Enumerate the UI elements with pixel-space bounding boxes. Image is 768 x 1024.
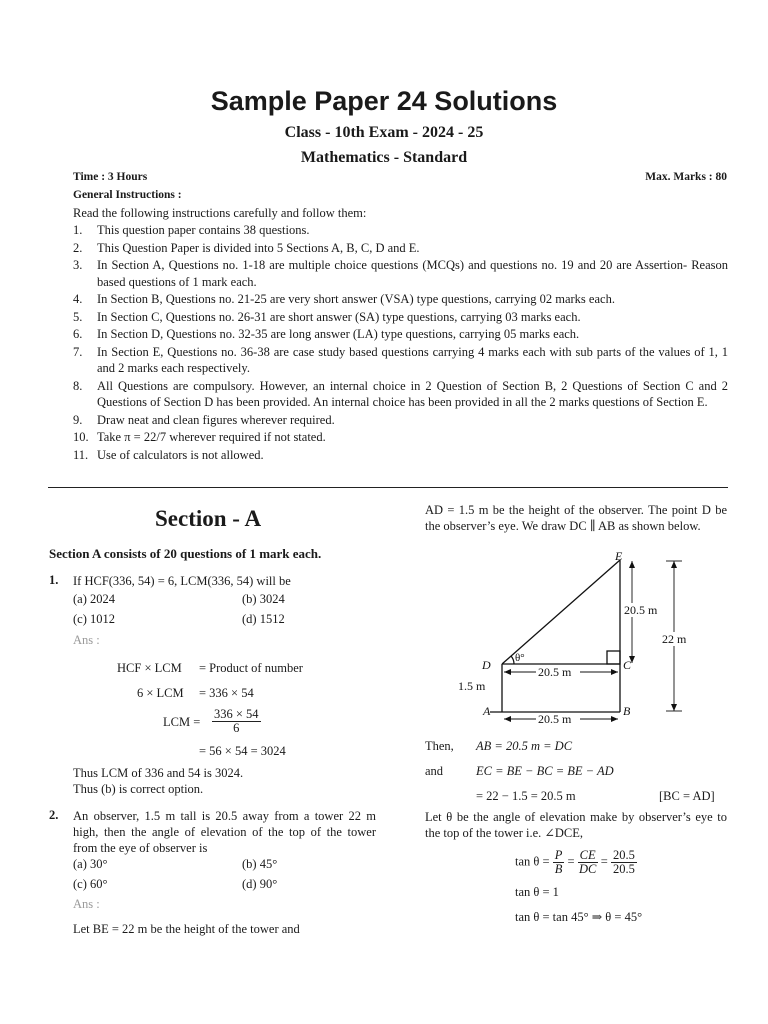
point-d-label: D [482,658,491,672]
instruction-item [73,291,728,308]
theta-label: θ° [515,652,525,664]
fraction-box [578,849,598,876]
section-title: Section - A [155,506,262,531]
fraction-denominator: 6 [233,721,240,735]
conclusion: Thus LCM of 336 and 54 is 3024. [73,766,244,780]
option-d: (d) 90° [242,877,278,891]
instructions-list [73,222,728,464]
instruction-text: Use of calculators is not allowed. [97,447,264,462]
arrowhead [611,669,618,675]
instruction-item [73,257,728,290]
section-description: Section A consists of 20 questions of 1 mark each. [49,546,322,561]
subject-line: Mathematics - Standard [300,149,468,166]
instruction-item [73,240,728,257]
class-line: Class - 10th Exam - 2024 - 25 [284,124,484,141]
option-b: (b) 45° [242,857,278,871]
option-c: (c) 1012 [73,612,115,626]
equation-note: [BC = AD] [659,789,715,803]
fraction-denominator: 20.5 [612,862,635,876]
equation-rhs: = Product of number [199,661,303,675]
arrowhead [504,669,511,675]
instruction-number: 3. [73,258,83,272]
instruction-text: Draw neat and clean figures wherever required. [97,412,335,427]
fraction-numerator: CE [579,848,596,862]
right-angle-marker [607,651,620,664]
max-marks-label: Max. Marks : 80 [645,171,727,183]
option-a: (a) 30° [73,857,108,871]
instruction-item [73,447,728,464]
arrowhead [671,561,677,568]
question-number: 2. [49,808,59,822]
equation-rhs: = 56 × 54 = 3024 [199,744,286,758]
equation-lhs: HCF × LCM [117,661,182,675]
instruction-item [73,222,728,239]
arrowhead [611,716,618,722]
point-b-label: B [623,704,631,718]
dc-length-label: 20.5 m [538,665,572,679]
instruction-text: This Question Paper is divided into 5 Sections A, B, C, D and E. [97,240,420,255]
tan-equation: tan θ = 1 [515,885,559,899]
ab-length-label: 20.5 m [538,712,572,726]
arrowhead [629,561,635,568]
question-text: If HCF(336, 54) = 6, LCM(336, 54) will be [73,574,291,588]
fraction-box [553,849,565,876]
instruction-number: 6. [73,327,83,341]
instruction-text: In Section E, Questions no. 36-38 are case study based questions carrying 4 marks each with sub parts of the values of 1, 1 and 2 marks each respectively. [97,344,728,375]
and-label: and [425,764,444,778]
section-divider [48,487,728,488]
instruction-item [73,326,728,343]
instruction-number: 11. [73,447,89,462]
fraction-denominator: DC [578,862,597,876]
instruction-item [73,412,728,429]
tan-lhs: tan θ = [515,854,550,869]
be-length-label: 22 m [662,632,687,646]
time-label: Time : 3 Hours [73,171,148,183]
angle-arc [511,656,514,664]
instruction-number: 7. [73,344,83,359]
answer-label: Ans : [73,633,100,647]
fraction [212,708,261,735]
solution-text: Let θ be the angle of elevation make by observer’s eye to the top of the tower i.e. ∠DCE, [425,810,727,840]
ad-length-label: 1.5 m [458,679,486,693]
instruction-text: In Section C, Questions no. 26-31 are short answer (SA) type questions, carrying 03 marks each. [97,309,581,324]
solution-continued: AD = 1.5 m be the height of the observer. The point D be the observer’s eye. We draw DC ∥ AB as shown below. [425,503,727,533]
tan-equation: tan θ = tan 45° ⇒ θ = 45° [515,910,643,924]
answer-label: Ans : [73,897,100,911]
equation: EC = BE − BC = BE − AD [476,764,614,778]
then-label: Then, [425,739,454,753]
fraction-numerator: 336 × 54 [214,707,259,721]
instruction-number: 2. [73,240,83,255]
tan-equation: tan θ = $\frac{P}{B}$ = $\frac{CE}{DC}$ = $\frac{20.5}{20.5}$ [515,848,635,876]
option-b: (b) 3024 [242,592,285,606]
option-c: (c) 60° [73,877,108,891]
instruction-text: This question paper contains 38 questions. [97,223,310,237]
equation: AB = 20.5 m = DC [476,739,573,753]
page-title: Sample Paper 24 Solutions [210,86,558,116]
option-a: (a) 2024 [73,592,115,606]
question-text: An observer, 1.5 m tall is 20.5 away from a tower 22 m high, then the angle of elevation of the top of the tower from the eye of observer is [73,809,376,855]
arrowhead [671,704,677,711]
equation: = 22 − 1.5 = 20.5 m [476,789,576,803]
equation-lhs: 6 × LCM [137,686,184,700]
question-number: 1. [49,573,59,587]
instructions-intro: Read the following instructions carefully and follow them: [73,206,367,220]
instruction-text: Take π = 22/7 wherever required if not stated. [97,430,326,444]
instruction-text: In Section A, Questions no. 1-18 are multiple choice questions (MCQs) and questions no. 19 and 20 are Assertion- Reason based questions of 1 mark each. [97,258,728,289]
instruction-item [73,309,728,326]
instruction-number: 8. [73,378,83,393]
point-c-label: C [623,658,632,672]
fraction-numerator: 20.5 [612,848,635,862]
solution-text: Let BE = 22 m be the height of the tower and [73,922,300,936]
instruction-number: 5. [73,309,83,324]
fraction-denominator: B [554,862,563,876]
fraction-box [611,849,637,876]
point-a-label: A [483,704,491,718]
equation-rhs: = 336 × 54 [199,686,254,700]
fraction-numerator: P [554,848,563,862]
option-d: (d) 1512 [242,612,285,626]
conclusion: Thus (b) is correct option. [73,782,204,796]
instruction-item [73,344,728,377]
tower-diagram [420,548,710,728]
instruction-item [73,378,728,411]
instruction-text: In Section D, Questions no. 32-35 are long answer (LA) type questions, carrying 05 marks each. [97,327,580,341]
equation-lhs: LCM = [163,715,201,729]
point-e-label: E [615,549,623,563]
instruction-item [73,429,728,446]
arrowhead [504,716,511,722]
instruction-number: 9. [73,412,83,427]
instruction-number: 4. [73,292,83,306]
general-instructions-heading: General Instructions : [73,189,182,201]
instruction-text: In Section B, Questions no. 21-25 are very short answer (VSA) type questions, carrying 02 marks each. [97,292,615,306]
line-de [502,560,620,664]
instruction-number: 10. [73,430,89,444]
lcm-symbol: LCM [163,715,191,729]
ec-length-label: 20.5 m [624,603,658,617]
instruction-number: 1. [73,223,83,237]
instruction-text: All Questions are compulsory. However, an internal choice in 2 Question of Section B, 2 Questions of Section C and 2 Questions of Section D has been provided. An internal choice has been provided in all the 2 marks questions of Section E. [97,378,728,409]
fraction-box [212,708,261,735]
